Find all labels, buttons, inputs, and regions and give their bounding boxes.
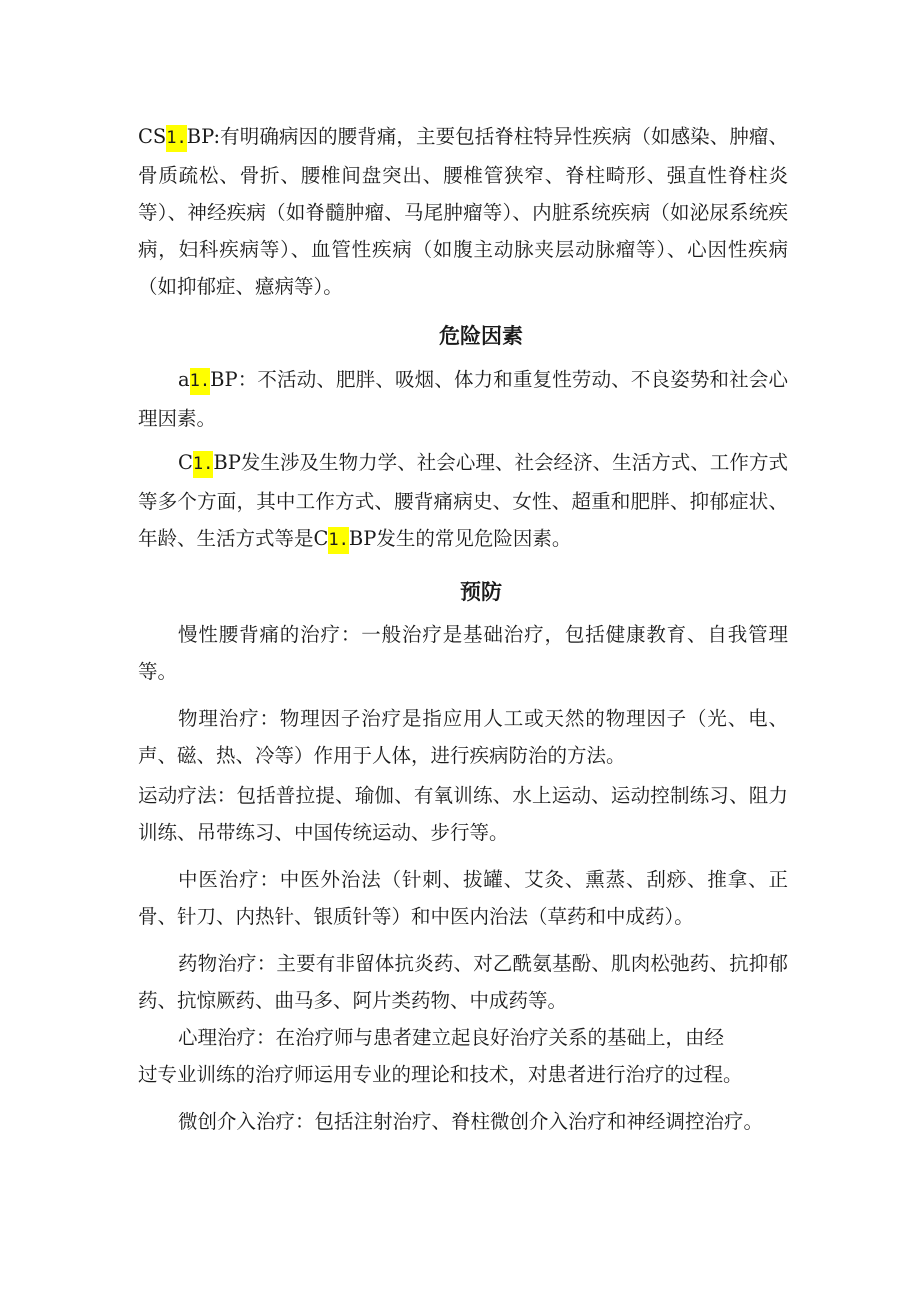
drug-treatment-paragraph: 药物治疗：主要有非留体抗炎药、对乙酰氨基酚、肌肉松弛药、抗抑郁药、抗惊厥药、曲马多、阿片类药物、中成药等。 (138, 952, 788, 1012)
risk-factors-heading: 危险因素 (439, 324, 523, 348)
psych-line-2: 过专业训练的治疗师运用专业的理论和技术，对患者进行治疗的过程。 (138, 1063, 743, 1086)
highlighted-code: 1. (328, 527, 348, 554)
abbr-prefix: CS (138, 125, 167, 148)
psych-treatment-block (138, 1019, 788, 1093)
physical-therapy-paragraph: 物理治疗：物理因子治疗是指应用人工或天然的物理因子（光、电、声、磁、热、冷等）作用于人体，进行疾病防治的方法。 (138, 707, 788, 767)
document-page (138, 118, 788, 1140)
abbr-prefix: a (178, 368, 190, 391)
psych-line-1: 心理治疗：在治疗师与患者建立起良好治疗关系的基础上，由经 (178, 1026, 725, 1049)
prevention-heading: 预防 (460, 580, 502, 604)
highlighted-code: 1. (190, 368, 210, 395)
tcm-treatment-paragraph: 中医治疗：中医外治法（针刺、拔罐、艾灸、熏蒸、刮痧、推拿、正骨、针刀、内热针、银质针等）和中医内治法（草药和中成药）。 (138, 868, 788, 928)
risk-text-2a: BP发生涉及生物力学、社会心理、社会经济、生活方式、工作方式等多个方面，其中工作方式、腰背痛病史、女性、超重和肥胖、抑郁症状、年龄、生活方式等是C (138, 451, 788, 550)
general-treatment-paragraph: 慢性腰背痛的治疗：一般治疗是基础治疗，包括健康教育、自我管理等。 (138, 623, 788, 683)
risk-paragraph-2 (138, 444, 788, 559)
minimal-invasive-paragraph: 微创介入治疗：包括注射治疗、脊柱微创介入治疗和神经调控治疗。 (178, 1110, 764, 1133)
abbr-prefix: C (178, 451, 193, 474)
risk-text-1: BP：不活动、肥胖、吸烟、体力和重复性劳动、不良姿势和社会心理因素。 (138, 368, 788, 430)
exercise-therapy-paragraph: 运动疗法：包括普拉提、瑜伽、有氧训练、水上运动、运动控制练习、阻力训练、吊带练习、中国传统运动、步行等。 (138, 784, 788, 844)
risk-text-2b: BP发生的常见危险因素。 (348, 527, 572, 550)
highlighted-code: 1. (193, 451, 213, 478)
risk-paragraph-1 (138, 361, 788, 437)
definition-paragraph (138, 118, 788, 305)
highlighted-code: 1. (166, 125, 186, 152)
definition-text: BP:有明确病因的腰背痛，主要包括脊柱特异性疾病（如感染、肿瘤、骨质疏松、骨折、腰椎间盘突出、腰椎管狭窄、脊柱畸形、强直性脊柱炎等）、神经疾病（如脊髓肿瘤、马尾肿瘤等）、内脏系统疾病（如泌尿系统疾病，妇科疾病等）、血管性疾病（如腹主动脉夹层动脉瘤等）、心因性疾病（如抑郁症、癔病等）。 (138, 125, 788, 298)
